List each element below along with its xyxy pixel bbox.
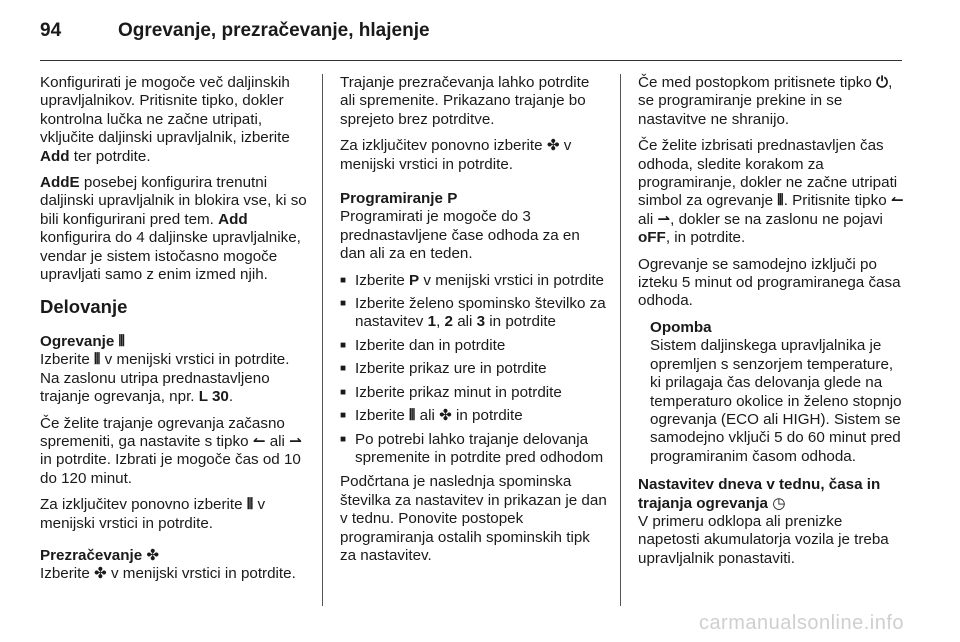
list-item: ■ Izberite P v menijski vrstici in potrdite: [340, 272, 608, 290]
column-divider-2: [620, 74, 621, 606]
add-label: Add: [218, 210, 248, 228]
paragraph-change-duration: Če želite trajanje ogrevanja začasno spremeniti, ga nastavite s tipko ↼ ali ⇀ in potrdite. Izbrati je mogoče čas od 10 do 120 minut.: [40, 414, 302, 487]
left-arrow-icon: ↼: [890, 192, 904, 210]
power-icon: ⏻: [876, 74, 889, 91]
note-title: Opomba: [650, 318, 712, 336]
setting-title: Nastavitev dneva v tednu, časa in trajanja ogrevanja ◷: [638, 476, 881, 512]
right-arrow-icon: ⇀: [289, 432, 302, 450]
heat-icon: ⫴: [94, 351, 101, 369]
paragraph-memory: Podčrtana je naslednja spominska številka za nastavitev in prikazan je dan v tednu. Ponovite postopek programiranja ostalih spominskih tipk za nastavitev.: [340, 473, 607, 564]
page-header: [40, 16, 920, 56]
header-rule: [40, 60, 902, 61]
note-text: Sistem daljinskega upravljalnika je opremljen s senzorjem temperature, ki prilagaja čas delovanja glede na temperaturo okolice in želeno stopnjo ogrevanja (ECO ali HIGH). Sistem se samodejno vključi 5 do 60 minut pred programiranim časom odhoda.: [650, 337, 902, 465]
right-arrow-icon: ⇀: [657, 210, 671, 228]
paragraph-cancel: Če med postopkom pritisnete tipko ⏻, se programiranje prekine in se nastavitve ne shranijo.: [638, 74, 893, 128]
add-label: Add: [40, 147, 70, 165]
left-arrow-icon: ↼: [252, 432, 266, 450]
clock-icon: ◷: [772, 494, 786, 512]
heat-icon: ⫴: [409, 407, 416, 425]
list-item: ■ Po potrebi lahko trajanje delovanja spremenite in potrdite pred odhodom: [340, 431, 608, 468]
vent-icon: ✤: [439, 407, 452, 425]
list-item: ■ Izberite dan in potrdite: [340, 337, 608, 355]
paragraph-vent: Izberite ✤ v menijski vrstici in potrdite.: [40, 565, 296, 583]
off-label: oFF: [638, 229, 666, 247]
paragraph-vent-off: Za izključitev ponovno izberite ✤ v menijski vrstici in potrdite.: [340, 137, 572, 173]
column-3: [638, 74, 904, 576]
heating-title: Ogrevanje ⫴: [40, 332, 125, 350]
list-item: ■ Izberite prikaz minut in potrdite: [340, 384, 608, 402]
column-1: [40, 74, 308, 592]
paragraph-vent-duration: Trajanje prezračevanja lahko potrdite ali spremenite. Prikazano trajanje bo sprejeto brez potrditve.: [340, 74, 590, 128]
paragraph-heating: Izberite ⫴ v menijski vrstici in potrdite. Na zaslonu utripa prednastavljeno trajanje ogrevanja, npr. L 30.: [40, 351, 290, 406]
vent-title: Prezračevanje ✤: [40, 546, 160, 564]
note-box: [638, 319, 904, 466]
adde-label: AddE: [40, 174, 80, 192]
heat-icon: ⫴: [246, 496, 254, 514]
watermark: carmanualsonline.info: [698, 612, 904, 634]
vent-icon: ✤: [146, 546, 160, 564]
paragraph-adde: AddE posebej konfigurira trenutni daljinski upravljalnik in blokira vse, ki so bili konfigurirani pred tem. Add konfigurira do 4 daljinske upravljalnike, vendar je sistem istočasno mogoče upravljati samo z enim izmed njih.: [40, 174, 307, 284]
list-item: ■ Izberite ⫴ ali ✤ in potrdite: [340, 407, 608, 425]
programming-steps: [340, 272, 608, 468]
section-heading: Delovanje: [40, 296, 128, 318]
paragraph-config: Konfigurirati je mogoče več daljinskih upravljalnikov. Pritisnite tipko, dokler kontrolna lučka ne začne utripati, vključite daljinski upravljalnik, izberite Add ter potrdite.: [40, 74, 290, 165]
vent-icon: ✤: [94, 565, 107, 583]
paragraph-auto-off: Ogrevanje se samodejno izključi po izteku 5 minut od programiranega časa odhoda.: [638, 255, 901, 310]
column-2: [340, 74, 608, 573]
programming-title: Programiranje P: [340, 190, 458, 208]
vent-icon: ✤: [546, 137, 560, 155]
column-divider-1: [322, 74, 323, 606]
page-number: 94: [40, 20, 62, 41]
paragraph-delete: Če želite izbrisati prednastavljen čas odhoda, sledite korakom za programiranje, dokler ne začne utripati simbol za ogrevanje ⫴. Pritisnite tipko ↼ ali ⇀, dokler se na zaslonu ne pojavi oFF, in potrdite.: [638, 137, 904, 247]
paragraph-reset: V primeru odklopa ali prenizke napetosti akumulatorja vozila je treba upravljalnik ponastaviti.: [638, 512, 889, 567]
heat-icon: ⫴: [777, 192, 784, 210]
duration-example: L 30: [198, 388, 229, 406]
paragraph-heating-off: Za izključitev ponovno izberite ⫴ v menijski vrstici in potrdite.: [40, 496, 266, 532]
list-item: ■ Izberite želeno spominsko številko za nastavitev 1, 2 ali 3 in potrdite: [340, 295, 608, 332]
list-item: ■ Izberite prikaz ure in potrdite: [340, 360, 608, 378]
heat-icon: ⫴: [118, 332, 125, 350]
chapter-title: Ogrevanje, prezračevanje, hlajenje: [118, 20, 430, 41]
paragraph-programming: Programirati je mogoče do 3 prednastavljene čase odhoda za en dan ali za en teden.: [340, 208, 580, 263]
